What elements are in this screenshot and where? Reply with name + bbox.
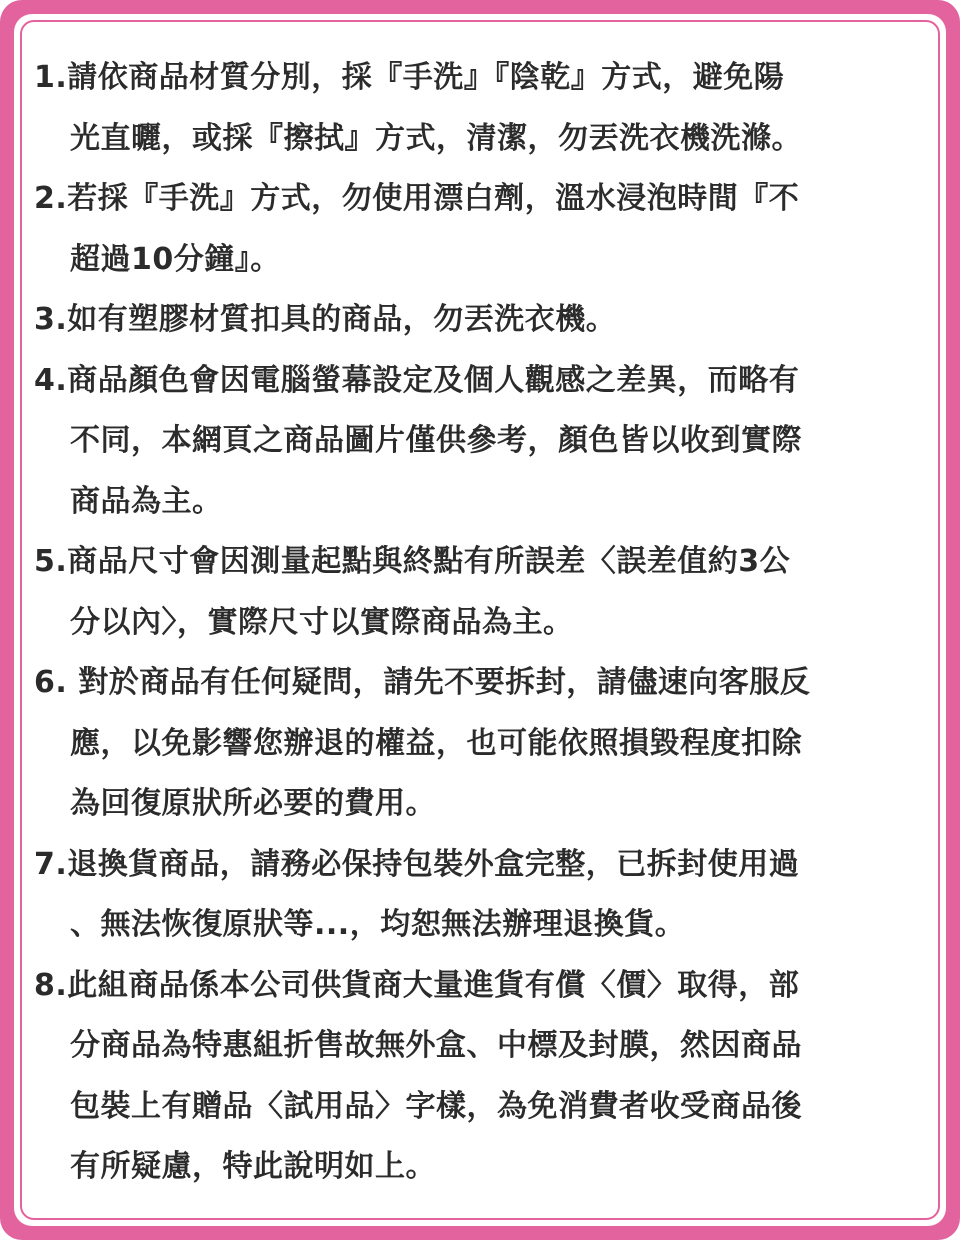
notice-line: 、無法恢復原狀等...，均恕無法辦理退換貨。 bbox=[70, 907, 686, 942]
notice-line: 3.如有塑膠材質扣具的商品，勿丟洗衣機。 bbox=[34, 302, 617, 337]
notice-line: 有所疑慮，特此說明如上。 bbox=[70, 1149, 436, 1184]
notice-line: 包裝上有贈品〈試用品〉字樣，為免消費者收受商品後 bbox=[70, 1088, 802, 1124]
notice-item-6 bbox=[34, 653, 934, 835]
notice-line: 光直曬，或採『擦拭』方式，清潔，勿丟洗衣機洗滌。 bbox=[70, 120, 802, 156]
notice-line: 分商品為特惠組折售故無外盒、中標及封膜，然因商品 bbox=[70, 1028, 802, 1063]
notice-line: 8.此組商品係本公司供貨商大量進貨有償〈價〉取得，部 bbox=[34, 967, 800, 1003]
notice-item-8 bbox=[34, 956, 934, 1198]
notice-line: 應，以免影響您辦退的權益，也可能依照損毀程度扣除 bbox=[70, 725, 802, 761]
notice-item-5 bbox=[34, 532, 934, 653]
notice-line: 7.退換貨商品，請務必保持包裝外盒完整，已拆封使用過 bbox=[34, 846, 800, 882]
notice-item-1 bbox=[34, 48, 934, 169]
notice-line: 商品為主。 bbox=[70, 483, 223, 519]
notice-line: 4.商品顏色會因電腦螢幕設定及個人觀感之差異，而略有 bbox=[34, 362, 800, 398]
notice-line: 5.商品尺寸會因測量起點與終點有所誤差〈誤差值約3公 bbox=[34, 544, 791, 579]
notice-line: 2.若採『手洗』方式，勿使用漂白劑，溫水浸泡時間『不 bbox=[34, 181, 800, 216]
notice-item-4 bbox=[34, 351, 934, 533]
notice-item-7 bbox=[34, 835, 934, 956]
care-notice-list bbox=[34, 48, 934, 1198]
notice-line: 超過10分鐘』。 bbox=[70, 241, 281, 277]
notice-item-3 bbox=[34, 290, 934, 351]
notice-line: 不同，本網頁之商品圖片僅供參考，顏色皆以收到實際 bbox=[70, 423, 802, 458]
notice-line: 1.請依商品材質分別，採『手洗』『陰乾』方式，避免陽 bbox=[34, 60, 785, 95]
notice-item-2 bbox=[34, 169, 934, 290]
notice-line: 為回復原狀所必要的費用。 bbox=[70, 786, 436, 821]
notice-line: 分以內〉，實際尺寸以實際商品為主。 bbox=[70, 604, 574, 640]
notice-line: 6. 對於商品有任何疑問，請先不要拆封，請儘速向客服反 bbox=[34, 665, 811, 700]
